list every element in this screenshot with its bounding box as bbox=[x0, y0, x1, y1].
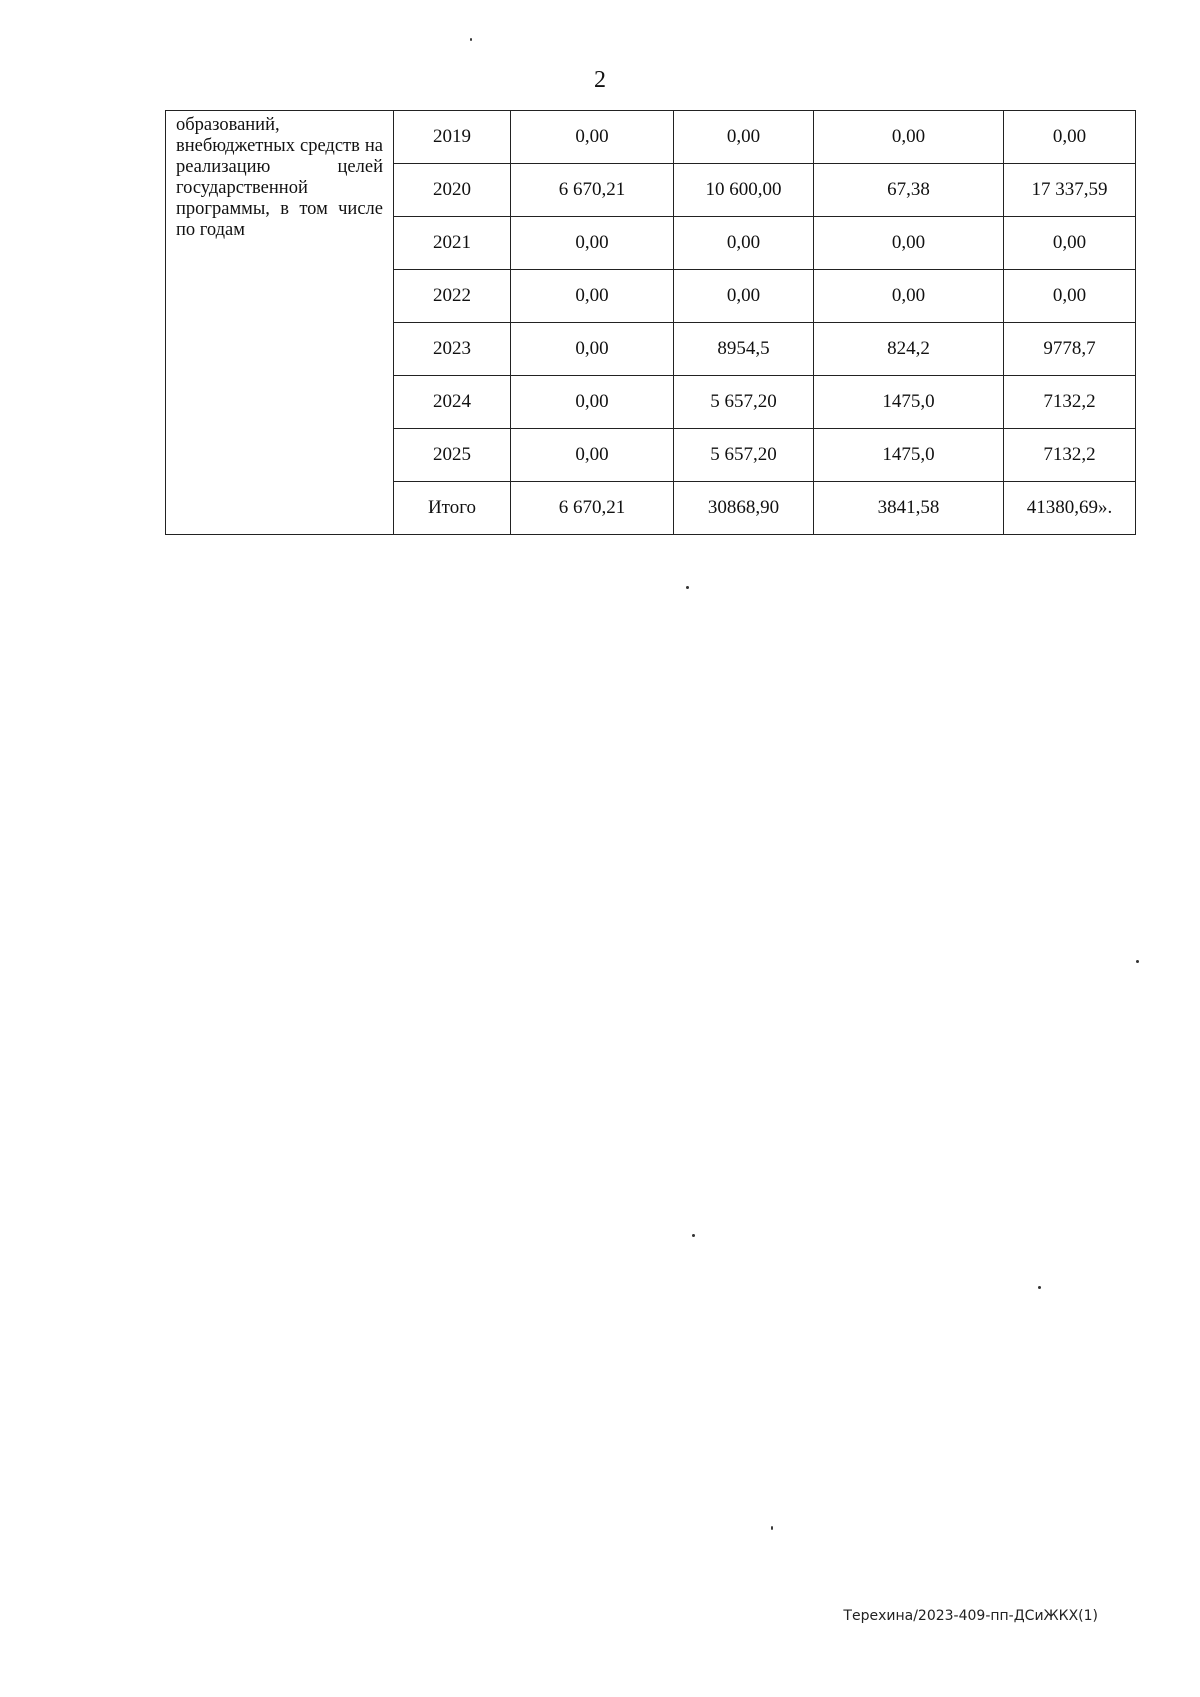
value-cell: 8954,5 bbox=[674, 323, 814, 376]
value-cell: 0,00 bbox=[511, 323, 674, 376]
total-cell: 0,00 bbox=[1004, 111, 1136, 164]
year-cell: 2020 bbox=[394, 164, 511, 217]
value-cell: 67,38 bbox=[814, 164, 1004, 217]
value-cell: 0,00 bbox=[511, 376, 674, 429]
financing-table bbox=[165, 110, 1136, 535]
scan-speck bbox=[771, 1526, 773, 1530]
value-cell: 0,00 bbox=[674, 270, 814, 323]
value-cell: 0,00 bbox=[511, 111, 674, 164]
scan-speck bbox=[686, 586, 689, 589]
value-cell: 30868,90 bbox=[674, 482, 814, 535]
value-cell: 3841,58 bbox=[814, 482, 1004, 535]
value-cell: 5 657,20 bbox=[674, 376, 814, 429]
value-cell: 0,00 bbox=[674, 111, 814, 164]
value-cell: 824,2 bbox=[814, 323, 1004, 376]
year-cell: Итого bbox=[394, 482, 511, 535]
value-cell: 6 670,21 bbox=[511, 482, 674, 535]
value-cell: 0,00 bbox=[511, 270, 674, 323]
value-cell: 5 657,20 bbox=[674, 429, 814, 482]
scan-speck bbox=[1038, 1286, 1041, 1289]
total-cell: 9778,7 bbox=[1004, 323, 1136, 376]
year-cell: 2024 bbox=[394, 376, 511, 429]
year-cell: 2022 bbox=[394, 270, 511, 323]
scan-speck bbox=[1136, 960, 1139, 963]
total-cell: 0,00 bbox=[1004, 270, 1136, 323]
year-cell: 2025 bbox=[394, 429, 511, 482]
year-cell: 2023 bbox=[394, 323, 511, 376]
value-cell: 0,00 bbox=[511, 217, 674, 270]
total-cell: 7132,2 bbox=[1004, 376, 1136, 429]
table-row bbox=[166, 111, 1136, 164]
value-cell: 1475,0 bbox=[814, 429, 1004, 482]
value-cell: 0,00 bbox=[674, 217, 814, 270]
value-cell: 0,00 bbox=[814, 217, 1004, 270]
value-cell: 0,00 bbox=[511, 429, 674, 482]
value-cell: 1475,0 bbox=[814, 376, 1004, 429]
year-cell: 2021 bbox=[394, 217, 511, 270]
value-cell: 0,00 bbox=[814, 270, 1004, 323]
scan-speck bbox=[692, 1234, 695, 1237]
total-cell: 17 337,59 bbox=[1004, 164, 1136, 217]
funding-source-description: образований, внебюджетных средств на реализацию целей государственной программы, в том числе по годам bbox=[166, 111, 394, 535]
page-number: 2 bbox=[594, 67, 606, 93]
value-cell: 6 670,21 bbox=[511, 164, 674, 217]
document-code: Терехина/2023-409-пп-ДСиЖКХ(1) bbox=[843, 1608, 1098, 1624]
total-cell: 41380,69». bbox=[1004, 482, 1136, 535]
value-cell: 0,00 bbox=[814, 111, 1004, 164]
value-cell: 10 600,00 bbox=[674, 164, 814, 217]
scan-speck bbox=[470, 38, 472, 41]
year-cell: 2019 bbox=[394, 111, 511, 164]
total-cell: 7132,2 bbox=[1004, 429, 1136, 482]
total-cell: 0,00 bbox=[1004, 217, 1136, 270]
